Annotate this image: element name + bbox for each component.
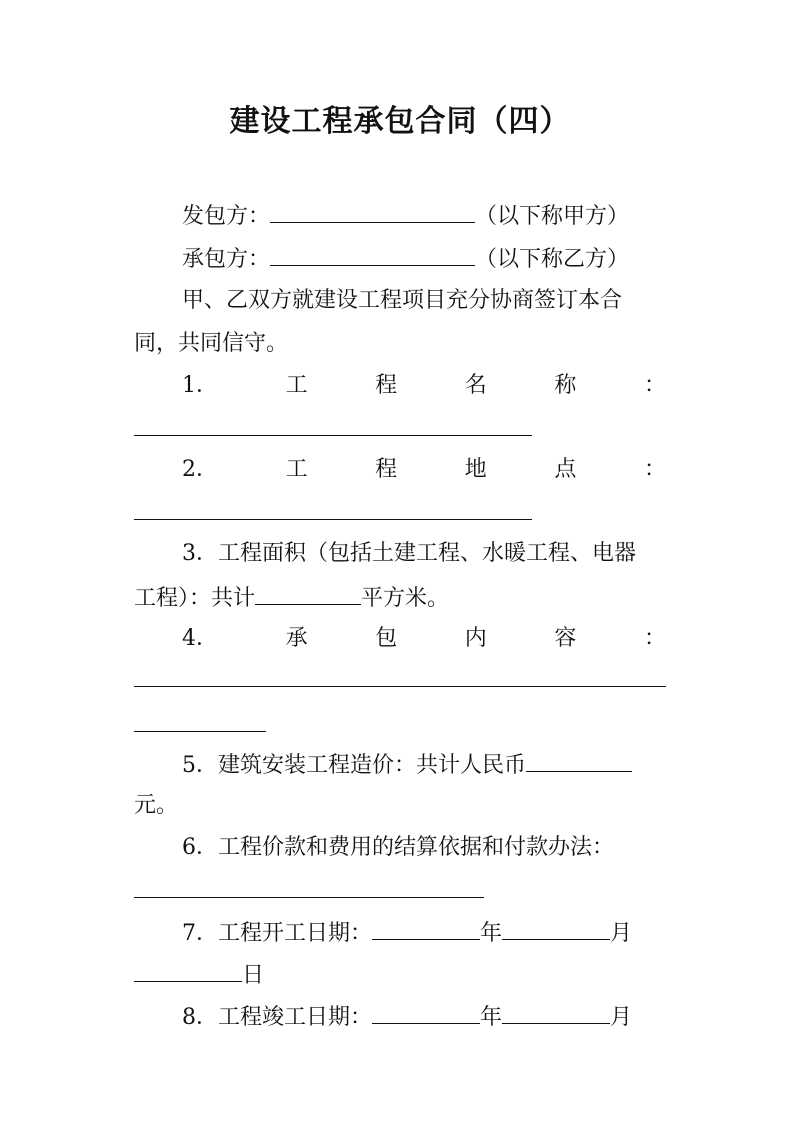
document-title: 建设工程承包合同（四） [229, 104, 571, 139]
item-5-line-1 [134, 749, 714, 781]
item-5-line-2: 元。 [134, 793, 179, 818]
item-7-day: 日 [242, 963, 265, 988]
item-1-char: ： [643, 373, 666, 398]
item-1-char: 称 [554, 373, 577, 398]
item-5-text: 5．建筑安装工程造价：共计人民币 [182, 753, 526, 778]
intro-line-1: 甲、乙双方就建设工程项目充分协商签订本合 [182, 288, 623, 313]
item-4-char: 容 [554, 626, 577, 651]
party-b-line [134, 243, 714, 275]
item-7-line-2 [134, 959, 666, 991]
party-a-blank [270, 200, 475, 223]
item-6-line-1: 6．工程价款和费用的结算依据和付款办法： [182, 835, 614, 860]
item-7-month-blank [502, 917, 610, 940]
intro-line-2: 同，共同信守。 [134, 331, 289, 356]
item-8-month-blank [502, 1001, 610, 1024]
item-2-char: 程 [375, 457, 398, 482]
item-3-text-b: 平方米。 [361, 586, 450, 611]
party-b-blank [270, 243, 475, 266]
party-a-note: （以下称甲方） [475, 204, 630, 229]
party-b-label: 承包方： [182, 247, 271, 272]
item-8-label: 8．工程竣工日期： [182, 1005, 372, 1030]
item-4-char: 承 [285, 626, 308, 651]
item-7-label: 7．工程开工日期： [182, 921, 372, 946]
item-1-blank [134, 435, 532, 436]
item-7-line-1 [134, 917, 714, 949]
item-8-month: 月 [610, 1005, 633, 1030]
item-4-char: 包 [375, 626, 398, 651]
item-3-text-a: 工程）：共计 [134, 586, 256, 611]
party-a-label: 发包方： [182, 204, 271, 229]
item-4-char: ： [643, 626, 666, 651]
item-1-char: 名 [464, 373, 487, 398]
item-4-heading [134, 624, 666, 654]
item-4-char: 4． [182, 626, 218, 651]
item-8-year: 年 [480, 1005, 503, 1030]
item-5-blank [526, 749, 632, 772]
item-1-char: 程 [375, 373, 398, 398]
item-7-month: 月 [610, 921, 633, 946]
item-2-char: 点 [554, 457, 577, 482]
item-1-char: 1． [182, 373, 218, 398]
item-2-char: 地 [464, 457, 487, 482]
party-b-note: （以下称乙方） [475, 247, 630, 272]
item-2-char: 2． [182, 457, 218, 482]
item-2-heading [134, 455, 666, 485]
item-2-char: 工 [285, 457, 308, 482]
item-7-year: 年 [480, 921, 503, 946]
item-3-line-1: 3．工程面积（包括土建工程、水暖工程、电器 [182, 541, 636, 566]
item-1-char: 工 [285, 373, 308, 398]
item-6-blank [134, 897, 484, 898]
party-a-line [134, 200, 714, 232]
item-7-year-blank [372, 917, 480, 940]
item-3-blank [255, 582, 361, 605]
item-2-blank [134, 519, 532, 520]
item-3-line-2 [134, 582, 666, 614]
item-8-year-blank [372, 1001, 480, 1024]
item-4-blank-1 [134, 686, 666, 687]
item-8-line-1 [134, 1001, 714, 1033]
item-2-char: ： [643, 457, 666, 482]
item-4-char: 内 [464, 626, 487, 651]
item-7-day-blank [134, 959, 242, 982]
item-4-blank-2 [134, 731, 266, 732]
item-1-heading [134, 371, 666, 401]
